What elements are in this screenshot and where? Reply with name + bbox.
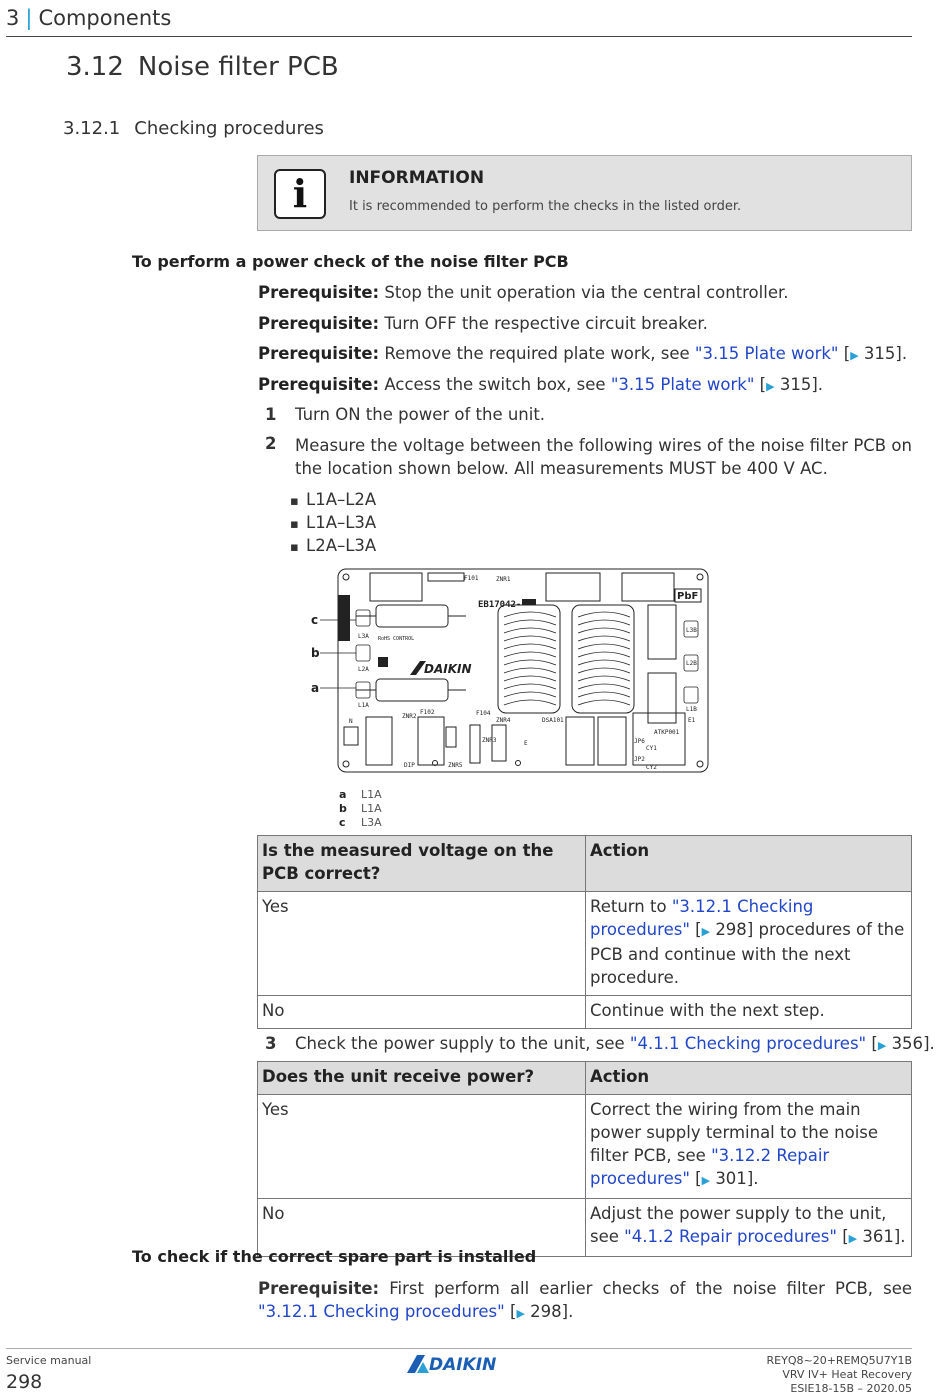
legend-item-b (339, 802, 382, 815)
table-header-row (258, 836, 912, 892)
choke-coil-right (572, 605, 634, 713)
action-text: ] procedures of the PCB and continue with the next procedure. (590, 920, 905, 987)
checking-procedures-link[interactable]: "3.12.1 Checking procedures" (258, 1302, 505, 1321)
pcb-label-l2b: L2B (686, 660, 697, 667)
legend-value: L1A (361, 802, 382, 815)
page-ref-arrow-icon: ▶ (701, 1174, 711, 1187)
choke-coil-left (498, 605, 560, 713)
wire-pair-text: L1A–L2A (306, 490, 377, 509)
table-cell-action: Return to "3.12.1 Checking procedures" [▶ 298] procedures of the PCB and continue with the next procedure. (586, 892, 912, 996)
prerequisite-text: Turn OFF the respective circuit breaker. (384, 314, 708, 333)
prerequisite-label: Prerequisite: (258, 1279, 380, 1298)
spare-part-prerequisite: Prerequisite: First perform all earlier checks of the noise filter PCB, see "3.12.1 Checking procedures" [▶ 298]. (258, 1279, 912, 1321)
pcb-label-znr4: ZNR4 (496, 717, 511, 724)
prerequisite-text: Stop the unit operation via the central controller. (384, 283, 789, 302)
chapter-title: Components (38, 6, 172, 30)
legend-key: c (339, 816, 346, 829)
footer-product: VRV IV+ Heat Recovery (782, 1368, 912, 1381)
pcb-label-daikin: DAIKIN (424, 662, 472, 676)
ref-end: ]. (895, 344, 908, 363)
table-cell-answer: No (258, 996, 586, 1029)
pcb-label-f104: F104 (476, 710, 491, 717)
step-3: 3 Check the power supply to the unit, see "4.1.1 Checking procedures" [▶ 356]. (265, 1034, 935, 1053)
pcb-label-cy1: CY1 (646, 745, 657, 752)
checking-procedures-link[interactable]: "3.12.1 Checking procedures" (590, 897, 814, 939)
cx7-capacitor (622, 573, 674, 601)
page-ref-arrow-icon: ▶ (516, 1307, 525, 1320)
pcb-label-e: E (524, 740, 528, 747)
repair-procedures-link[interactable]: "3.12.2 Repair procedures" (590, 1146, 830, 1188)
header-rule (6, 36, 912, 37)
spare-part-heading: To check if the correct spare part is installed (132, 1247, 537, 1266)
subsection-title: Checking procedures (134, 118, 324, 139)
information-text: It is recommended to perform the checks in the listed order. (349, 199, 742, 214)
legend-value: L1A (361, 788, 382, 801)
pcb-label-f101: F101 (464, 575, 479, 582)
legend-value: L3A (361, 816, 382, 829)
pcb-label-e1: E1 (688, 717, 696, 724)
ref-end: ]. (561, 1302, 574, 1321)
page-ref: 315 (779, 375, 812, 394)
table-header-row (258, 1062, 912, 1095)
step-text: Measure the voltage between the following wires of the noise filter PCB on the location shown below. All measurements MUST be 400 V AC. (295, 436, 912, 478)
page-ref-arrow-icon: ▶ (850, 349, 859, 362)
pcb-label-n: N (349, 718, 353, 725)
pcb-label-znr1: ZNR1 (496, 576, 511, 583)
subsection-heading (63, 118, 324, 139)
prerequisite-2 (258, 314, 708, 333)
pcb-label-znr5: ZNR5 (448, 762, 463, 769)
prerequisite-label: Prerequisite: (258, 375, 380, 394)
page-header (6, 6, 171, 30)
bullet-icon: ▪ (290, 517, 299, 532)
page-ref-arrow-icon: ▶ (766, 380, 775, 393)
legend-item-c (339, 816, 382, 829)
step-number: 3 (265, 1034, 277, 1053)
step-number: 1 (265, 405, 277, 424)
information-title: INFORMATION (349, 168, 485, 188)
header-separator: | (25, 6, 33, 30)
pcb-label-cy2: CY2 (646, 764, 657, 771)
page-ref: 301 (715, 1169, 747, 1188)
pcb-label-znr3: ZNR3 (482, 737, 497, 744)
footer-rule (6, 1348, 912, 1349)
pcb-label-dip: DIP (404, 762, 415, 769)
table-cell-answer: Yes (258, 892, 586, 996)
pcb-label-l1a: L1A (358, 702, 369, 709)
pcb-label-pbf: PbF (677, 591, 699, 602)
table-cell-action: Adjust the power supply to the unit, see "4.1.2 Repair procedures" [▶ 361]. (586, 1199, 912, 1257)
prerequisite-text: First perform all earlier checks of the noise filter PCB, see (389, 1279, 912, 1298)
table-header-action: Action (586, 836, 912, 892)
page-ref: 298 (530, 1302, 562, 1321)
table-row (258, 996, 912, 1029)
page-ref: 315 (863, 344, 896, 363)
prerequisite-text: Access the switch box, see (384, 375, 611, 394)
step-1 (265, 405, 545, 424)
table-row (258, 1095, 912, 1199)
plate-work-link[interactable]: "3.15 Plate work" (694, 344, 839, 363)
action-text: ]. (893, 1227, 906, 1246)
daikin-logo-text: DAIKIN (429, 1355, 497, 1375)
information-box (257, 155, 912, 231)
pcb-label-l3b: L3B (686, 627, 697, 634)
wire-pair-item (290, 490, 376, 509)
ref-end: ]. (923, 1034, 935, 1053)
table-cell-answer: Yes (258, 1095, 586, 1199)
connector-block (338, 595, 350, 641)
pcb-label-l3a: L3A (358, 633, 369, 640)
callout-c: c (311, 613, 319, 627)
pcb-label-jp2: JP2 (634, 756, 645, 763)
wire-pair-item (290, 536, 376, 555)
callout-a: a (311, 681, 320, 695)
prerequisite-label: Prerequisite: (258, 344, 380, 363)
pcb-label-atkp001: ATKP001 (654, 729, 680, 736)
cx6-capacitor (546, 573, 600, 601)
pcb-label-znr2: ZNR2 (402, 713, 417, 720)
page-ref-arrow-icon: ▶ (877, 1039, 887, 1052)
section-heading (66, 52, 339, 82)
prerequisite-1 (258, 283, 788, 302)
bullet-icon: ▪ (290, 540, 299, 555)
inductor-bottom (376, 679, 448, 701)
power-receive-table (257, 1061, 912, 1257)
ref-end: ]. (811, 375, 824, 394)
step-text: Check the power supply to the unit, see (295, 1034, 630, 1053)
page-ref: 356 (891, 1034, 924, 1053)
prerequisite-4: Prerequisite: Access the switch box, see "3.15 Plate work" [▶ 315]. (258, 375, 824, 394)
wire-pair-text: L2A–L3A (306, 536, 377, 555)
table-cell-action: Continue with the next step. (586, 996, 912, 1029)
power-repair-procedures-link[interactable]: "4.1.2 Repair procedures" (624, 1227, 837, 1246)
chapter-number: 3 (6, 6, 20, 30)
pcb-label-rohs: RoHS CONTROL (378, 636, 415, 642)
table-header-action: Action (586, 1062, 912, 1095)
table-cell-action: Correct the wiring from the main power supply terminal to the noise filter PCB, see "3.12.2 Repair procedures" [▶ 301]. (586, 1095, 912, 1199)
prerequisite-label: Prerequisite: (258, 314, 380, 333)
pcb-label-l2a: L2A (358, 666, 369, 673)
page-ref: 361 (862, 1227, 894, 1246)
pcb-label-f102: F102 (420, 709, 435, 716)
cx3-capacitor (370, 573, 422, 601)
info-icon: i (274, 169, 326, 219)
pcb-label-eb17042: EB17042- (478, 600, 522, 610)
action-text: Return to (590, 897, 672, 916)
footer-product-info (767, 1354, 912, 1394)
pcb-label-jp6: JP6 (634, 738, 645, 745)
pcb-label-dsa101: DSA101 (542, 717, 564, 724)
prerequisite-3: Prerequisite: Remove the required plate work, see "3.15 Plate work" [▶ 315]. (258, 344, 908, 363)
page-ref-arrow-icon: ▶ (701, 925, 711, 938)
wire-pair-text: L1A–L3A (306, 513, 377, 532)
step-2 (265, 434, 912, 480)
table-header-question: Is the measured voltage on the PCB correct? (258, 836, 586, 892)
action-text: ]. (746, 1169, 759, 1188)
table-header-question: Does the unit receive power? (258, 1062, 586, 1095)
callout-b: b (311, 646, 320, 660)
power-check-heading: To perform a power check of the noise filter PCB (132, 252, 569, 271)
footer-doc-type: Service manual (6, 1354, 92, 1367)
footer-doc-id: ESIE18-15B – 2020.05 (790, 1382, 912, 1394)
step-text: Turn ON the power of the unit. (295, 405, 546, 424)
section-title: Noise filter PCB (137, 52, 339, 82)
daikin-logo (405, 1353, 513, 1375)
pcb-label-l1b: L1B (686, 706, 697, 713)
action-text: Adjust the power supply to the unit, see (590, 1204, 887, 1246)
table-cell-answer: No (258, 1199, 586, 1257)
legend-key: a (339, 788, 347, 801)
page-ref-arrow-icon: ▶ (848, 1232, 858, 1245)
inductor-top (376, 605, 448, 627)
wire-pair-item (290, 513, 376, 532)
prerequisite-label: Prerequisite: (258, 283, 380, 302)
legend-key: b (339, 802, 347, 815)
legend-item-a (339, 788, 382, 801)
voltage-check-table (257, 835, 912, 1029)
action-text: Correct the wiring from the main power supply terminal to the noise filter PCB, see (590, 1100, 879, 1165)
footer-model: REYQ8~20+REMQ5U7Y1B (766, 1354, 912, 1367)
page-number: 298 (6, 1371, 43, 1393)
prerequisite-text: Remove the required plate work, see (384, 344, 695, 363)
table-row (258, 892, 912, 996)
plate-work-link[interactable]: "3.15 Plate work" (610, 375, 755, 394)
subsection-number: 3.12.1 (63, 118, 121, 139)
step-number: 2 (265, 434, 277, 453)
page-ref: 298 (715, 920, 747, 939)
section-number: 3.12 (66, 52, 124, 82)
noise-filter-pcb-diagram (308, 565, 712, 777)
power-checking-procedures-link[interactable]: "4.1.1 Checking procedures" (629, 1034, 867, 1053)
bullet-icon: ▪ (290, 494, 299, 509)
